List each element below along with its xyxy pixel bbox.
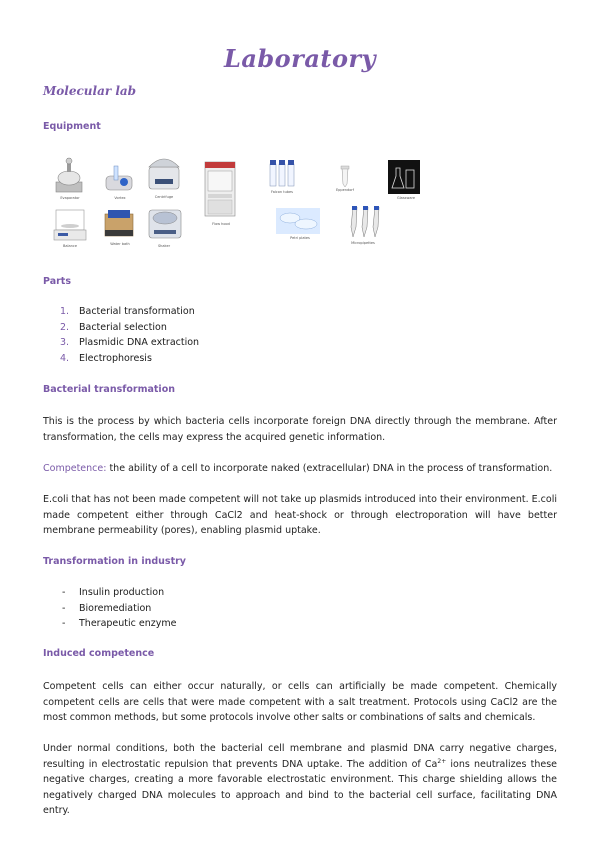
centrifuge-icon (146, 153, 182, 193)
equipment-centrifuge (146, 153, 182, 197)
list-number: 4. (60, 352, 70, 364)
evaporator-icon (52, 156, 86, 196)
equipment-label: Centrifuge (154, 195, 174, 199)
list-number: 3. (60, 337, 70, 349)
laminar-flow-hood-icon (203, 160, 237, 218)
micropipette-icon (345, 205, 385, 239)
equipment-flow-hood (203, 160, 237, 226)
equipment-label: Falcon tubes (271, 190, 293, 194)
petri-dish-icon (276, 208, 320, 234)
equipment-evaporator (52, 156, 86, 200)
equipment-label: Water bath (110, 242, 130, 246)
equipment-label: Vortex (114, 196, 126, 200)
list-bullet: - (62, 602, 66, 614)
incubator-shaker-icon (146, 204, 184, 242)
competence-definition (43, 461, 557, 477)
eppendorf-tube-icon (337, 164, 353, 188)
list-item (60, 335, 199, 351)
list-item-text: Bacterial transformation (79, 306, 195, 317)
paragraph-text: Under normal conditions, both the bacterial cell membrane and plasmid DNA carry negative charges, resulting in electrostatic repulsion that prevents DNA uptake. The addition of Ca (43, 743, 557, 770)
equipment-heading: Equipment (43, 121, 101, 132)
equipment-falcon-tubes (264, 158, 300, 194)
list-item-text: Bioremediation (79, 602, 152, 614)
list-item-text: Electrophoresis (79, 352, 152, 364)
equipment-eppendorf (337, 164, 353, 192)
list-item (60, 601, 176, 617)
transformation-paragraph: This is the process by which bacteria cells incorporate foreign DNA directly through the membrane. After transformation, the cells may express the acquired genetic information. (43, 416, 557, 443)
equipment-micropipettes (345, 205, 385, 243)
ecoli-paragraph: E.coli that has not been made competent will not take up plasmids introduced into their environment. E.coli made competent either through CaCl2 and heat-shock or through electroporation will have better membrane permeability (pores), enabling plasmid uptake. (43, 494, 557, 536)
list-item-text: Bacterial selection (79, 321, 167, 333)
page-subtitle: Molecular lab (43, 84, 137, 98)
list-item (60, 320, 199, 336)
page-title: Laboratory (223, 44, 377, 73)
industry-heading: Transformation in industry (43, 556, 186, 567)
equipment-petri-plates (276, 208, 320, 238)
equipment-label: Eppendorf (335, 188, 355, 192)
list-item (60, 585, 176, 601)
equipment-vortex (102, 160, 136, 198)
glassware-icon (388, 160, 420, 194)
equipment-glassware (388, 160, 420, 198)
charge-superscript: 2+ (437, 757, 447, 765)
list-item-text: Insulin production (79, 587, 165, 598)
balance-icon (52, 208, 88, 242)
equipment-water-bath (102, 206, 136, 244)
parts-list (60, 304, 199, 366)
list-bullet: - (62, 587, 66, 598)
list-item (60, 616, 176, 632)
list-item (60, 304, 199, 320)
competence-term: Competence: (43, 463, 107, 474)
induced-competence-heading: Induced competence (43, 648, 155, 659)
equipment-shaker (146, 204, 184, 246)
paragraph-text: ions neutralizes these negative charges, creating a more favorable electrostatic environment. This charge shielding allows the negatively charged DNA molecules to approach and bind to the bacterial cell surface, facilitating DNA entry. (43, 758, 557, 816)
list-number: 1. (60, 306, 70, 317)
list-item-text: Plasmidic DNA extraction (79, 337, 200, 349)
competence-text: the ability of a cell to incorporate naked (extracellular) DNA in the process of transformation. (106, 463, 553, 474)
induced-paragraph-1: Competent cells can either occur naturally, or cells can artificially be made competent. Chemically competent cells are cells that were made competent with a salt treatment. Protocols using CaCl2 are the most common methods, but some protocols involve other salts or combinations of salts and chemicals. (43, 681, 557, 723)
list-bullet: - (62, 618, 66, 630)
equipment-balance (52, 208, 88, 246)
equipment-label: Petri plates (290, 236, 310, 240)
equipment-label: Flow hood (212, 222, 230, 226)
industry-list (60, 585, 176, 632)
list-number: 2. (60, 321, 70, 333)
equipment-label: Glassware (397, 196, 415, 200)
equipment-label: Micropipettes (351, 241, 375, 245)
equipment-label: Shaker (157, 244, 171, 248)
equipment-label: Evaporator (60, 196, 80, 200)
list-item (60, 351, 199, 367)
parts-heading: Parts (43, 276, 71, 287)
list-item-text: Therapeutic enzyme (79, 618, 177, 630)
falcon-tubes-icon (264, 158, 300, 190)
vortex-icon (102, 160, 136, 194)
bacterial-transformation-heading: Bacterial transformation (43, 384, 175, 395)
equipment-label: Balance (63, 244, 77, 248)
water-bath-icon (102, 206, 136, 240)
induced-paragraph-2 (43, 741, 557, 819)
